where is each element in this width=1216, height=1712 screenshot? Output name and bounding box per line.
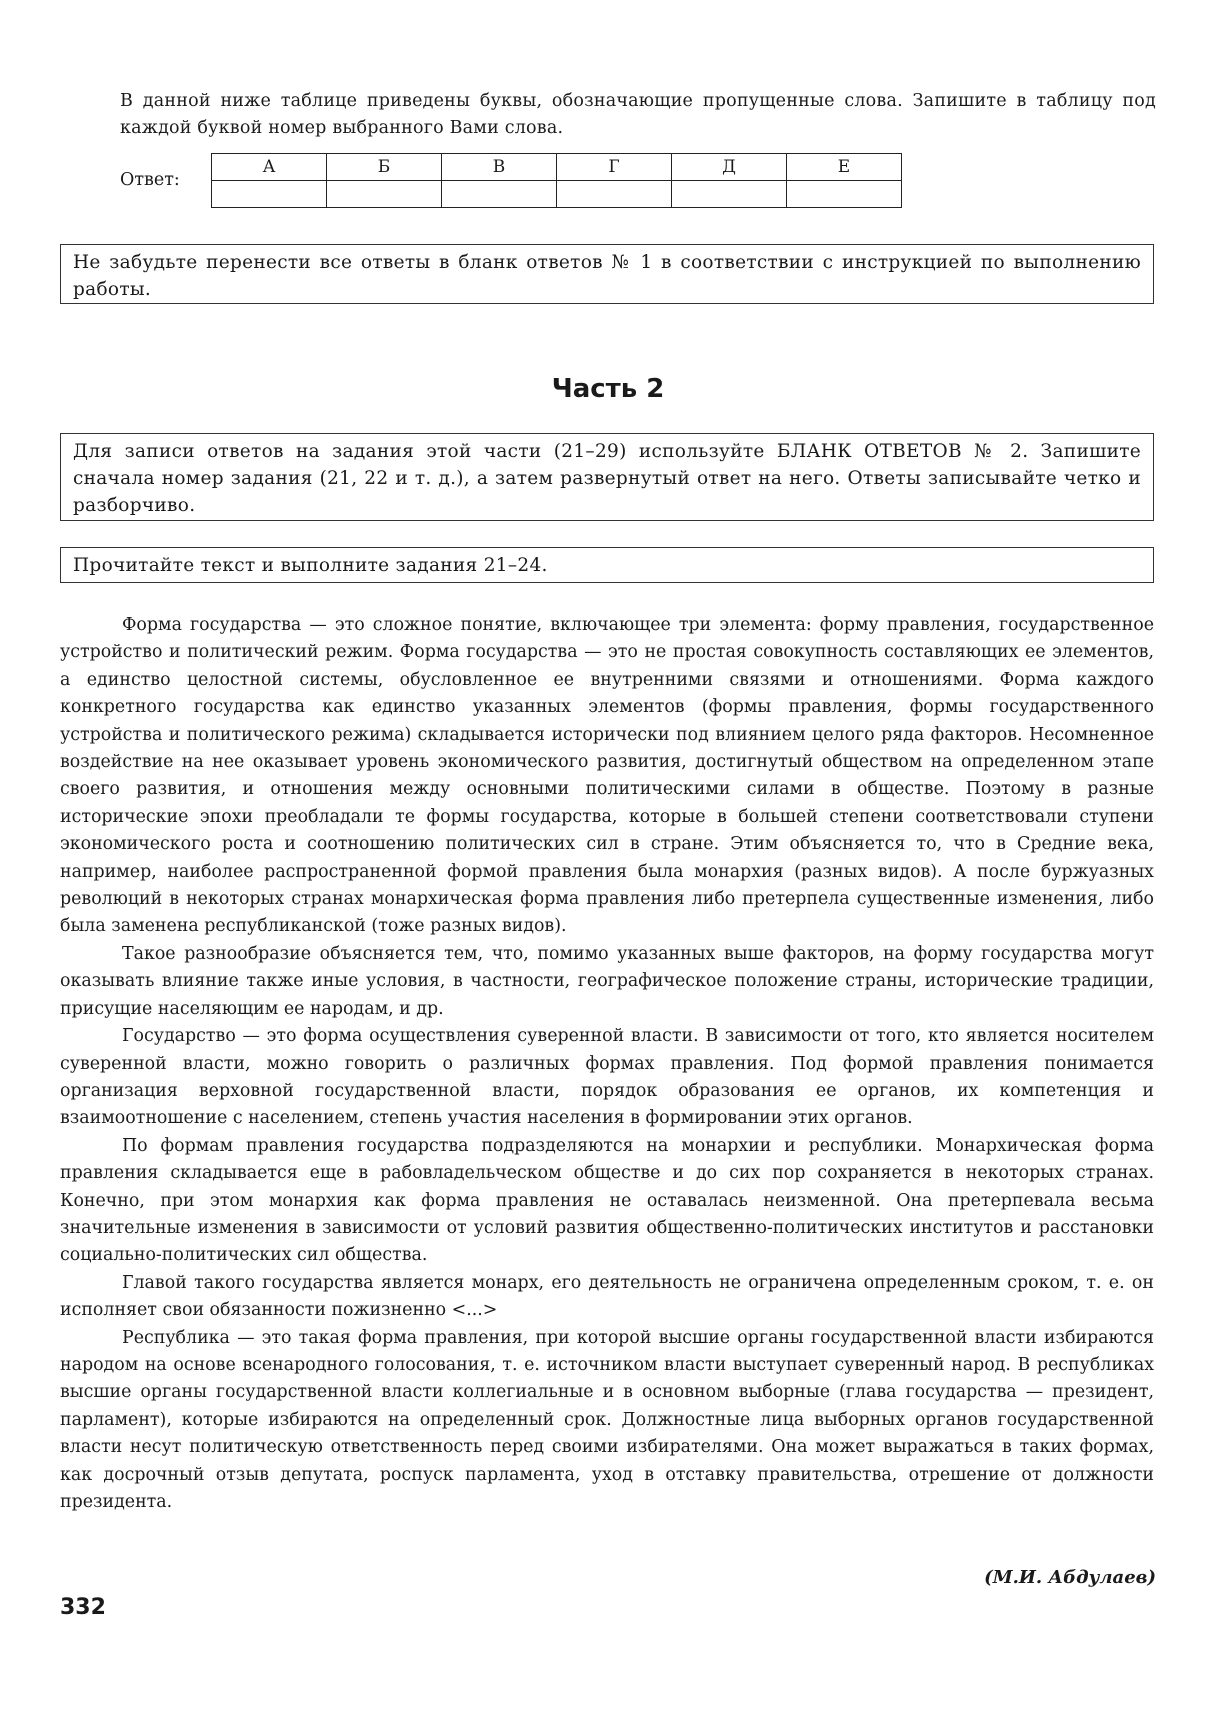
answer-cell[interactable] xyxy=(327,181,442,208)
answer-table xyxy=(211,153,902,208)
answer-label: Ответ: xyxy=(120,170,180,190)
answer-letter: Е xyxy=(787,154,902,181)
answer-cell[interactable] xyxy=(787,181,902,208)
reading-text xyxy=(60,612,1154,1516)
reminder-box: Не забудьте перенести все ответы в бланк ответов № 1 в соответствии с инструкцией по выполнению работы. xyxy=(60,244,1154,304)
answer-cells-row xyxy=(212,181,902,208)
answer-letter: Д xyxy=(672,154,787,181)
answer-letters-row xyxy=(212,154,902,181)
text-paragraph: Такое разнообразие объясняется тем, что, помимо указанных выше факторов, на форму государства могут оказывать влияние также иные условия, в частности, географическое положение страны, исторические традиции, присущие населяющим ее народам, и др. xyxy=(60,943,1154,1019)
part-instruction-box: Для записи ответов на задания этой части (21–29) используйте БЛАНК ОТВЕТОВ № 2. Запишите сначала номер задания (21, 22 и т. д.), а затем развернутый ответ на него. Ответы записывайте четко и разборчиво. xyxy=(60,433,1154,521)
text-paragraph: Государство — это форма осуществления суверенной власти. В зависимости от того, кто является носителем суверенной власти, можно говорить о различных формах правления. Под формой правления понимается организация верховной государственной власти, порядок образования ее органов, их компетенция и взаимоотношение с населением, степень участия населения в формировании этих органов. xyxy=(60,1026,1154,1129)
author-attribution: (М.И. Абдулаев) xyxy=(984,1567,1156,1588)
answer-cell[interactable] xyxy=(672,181,787,208)
text-paragraph: Главой такого государства является монарх, его деятельность не ограничена определенным сроком, т. е. он исполняет свои обязанности пожизненно <...> xyxy=(60,1272,1154,1321)
table-instruction: В данной ниже таблице приведены буквы, обозначающие пропущенные слова. Запишите в таблицу под каждой буквой номер выбранного Вами слова. xyxy=(120,91,1156,138)
answer-letter: Г xyxy=(557,154,672,181)
part-title: Часть 2 xyxy=(551,374,665,404)
text-paragraph: Республика — это такая форма правления, при которой высшие органы государственной власти избираются народом на основе всенародного голосования, т. е. источником власти выступает суверенный народ. В республиках высшие органы государственной власти коллегиальные и в основном выборные (глава государства — президент, парламент), которые избираются на определенный срок. Должностные лица выборных органов государственной власти несут политическую ответственность перед своими избирателями. Она может выражаться в таких формах, как досрочный отзыв депутата, роспуск парламента, уход в отставку правительства, отрешение от должности президента. xyxy=(60,1327,1154,1512)
answer-letter: В xyxy=(442,154,557,181)
answer-letter: А xyxy=(212,154,327,181)
page-number: 332 xyxy=(60,1595,106,1620)
read-task-box: Прочитайте текст и выполните задания 21–24. xyxy=(60,547,1154,583)
text-paragraph: По формам правления государства подразделяются на монархии и республики. Монархическая форма правления складывается еще в рабовладельческом обществе и до сих пор сохраняется в некоторых странах. Конечно, при этом монархия как форма правления не оставалась неизменной. Она претерпевала весьма значительные изменения в зависимости от условий развития общественно-политических институтов и расстановки социально-политических сил общества. xyxy=(60,1135,1154,1266)
answer-cell[interactable] xyxy=(557,181,672,208)
text-paragraph: Форма государства — это сложное понятие, включающее три элемента: форму правления, государственное устройство и политический режим. Форма государства — это не простая совокупность составляющих ее элементов, а единство целостной системы, обусловленное ее внутренними связями и отношениями. Форма каждого конкретного государства как единство указанных элементов (формы правления, формы государственного устройства и политического режима) складывается исторически под влиянием целого ряда факторов. Несомненное воздействие на нее оказывает уровень экономического развития, достигнутый обществом на определенном этапе своего развития, и отношения между основными политическими силами в обществе. Поэтому в разные исторические эпохи преобладали те формы государства, которые в большей степени соответствовали ступени экономического роста и соотношению политических сил в стране. Этим объясняется то, что в Средние века, например, наиболее распространенной формой правления была монархия (разных видов). А после буржуазных революций в некоторых странах монархическая форма правления либо претерпела существенные изменения, либо была заменена республиканской (тоже разных видов). xyxy=(60,615,1154,937)
answer-letter: Б xyxy=(327,154,442,181)
answer-cell[interactable] xyxy=(442,181,557,208)
answer-cell[interactable] xyxy=(212,181,327,208)
